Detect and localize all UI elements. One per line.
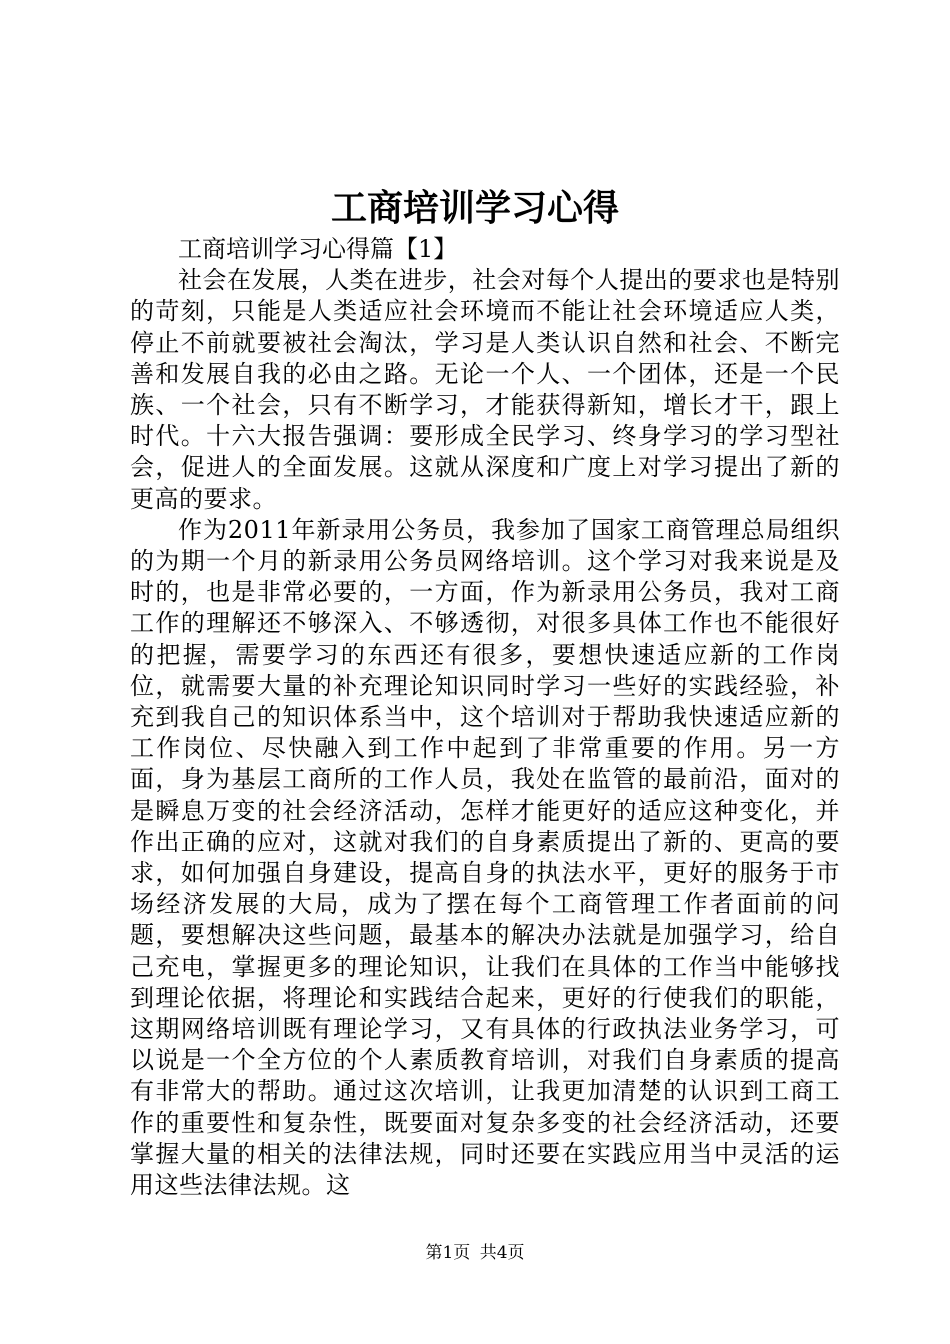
- section-heading: 工商培训学习心得篇【1】: [178, 235, 458, 263]
- paragraph-1: 社会在发展，人类在进步，社会对每个人提出的要求也是特别的苛刻，只能是人类适应社会环境而不能让社会环境适应人类，停止不前就要被社会淘汰，学习是人类认识自然和社会、不断完善和发展自我的必由之路。无论一个人、一个团体，还是一个民族、一个社会，只有不断学习，才能获得新知，增长才干，跟上时代。十六大报告强调：要形成全民学习、终身学习的学习型社会，促进人的全面发展。这就从深度和广度上对学习提出了新的更高的要求。: [130, 266, 840, 513]
- document-title: 工商培训学习心得: [330, 187, 619, 229]
- document-body: [130, 234, 840, 1201]
- paragraph-2: 作为2011年新录用公务员，我参加了国家工商管理总局组织的为期一个月的新录用公务员网络培训。这个学习对我来说是及时的，也是非常必要的，一方面，作为新录用公务员，我对工商工作的理解还不够深入、不够透彻，对很多具体工作也不能很好的把握，需要学习的东西还有很多，要想快速适应新的工作岗位，就需要大量的补充理论知识同时学习一些好的实践经验，补充到我自己的知识体系当中，这个培训对于帮助我快速适应新的工作岗位、尽快融入到工作中起到了非常重要的作用。另一方面，身为基层工商所的工作人员，我处在监管的最前沿，面对的是瞬息万变的社会经济活动，怎样才能更好的适应这种变化，并作出正确的应对，这就对我们的自身素质提出了新的、更高的要求，如何加强自身建设，提高自身的执法水平，更好的服务于市场经济发展的大局，成为了摆在每个工商管理工作者面前的问题，要想解决这些问题，最基本的解决办法就是加强学习，给自己充电，掌握更多的理论知识，让我们在具体的工作当中能够找到理论依据，将理论和实践结合起来，更好的行使我们的职能，这期网络培训既有理论学习，又有具体的行政执法业务学习，可以说是一个全方位的个人素质教育培训，对我们自身素质的提高有非常大的帮助。通过这次培训，让我更加清楚的认识到工商工作的重要性和复杂性，既要面对复杂多变的社会经济活动，还要掌握大量的相关的法律法规，同时还要在实践应用当中灵活的运用这些法律法规。这: [130, 515, 840, 1200]
- total-pages-label: 共4页: [479, 1243, 525, 1263]
- current-page-label: 第1页: [425, 1243, 471, 1263]
- page-footer: [0, 1242, 950, 1264]
